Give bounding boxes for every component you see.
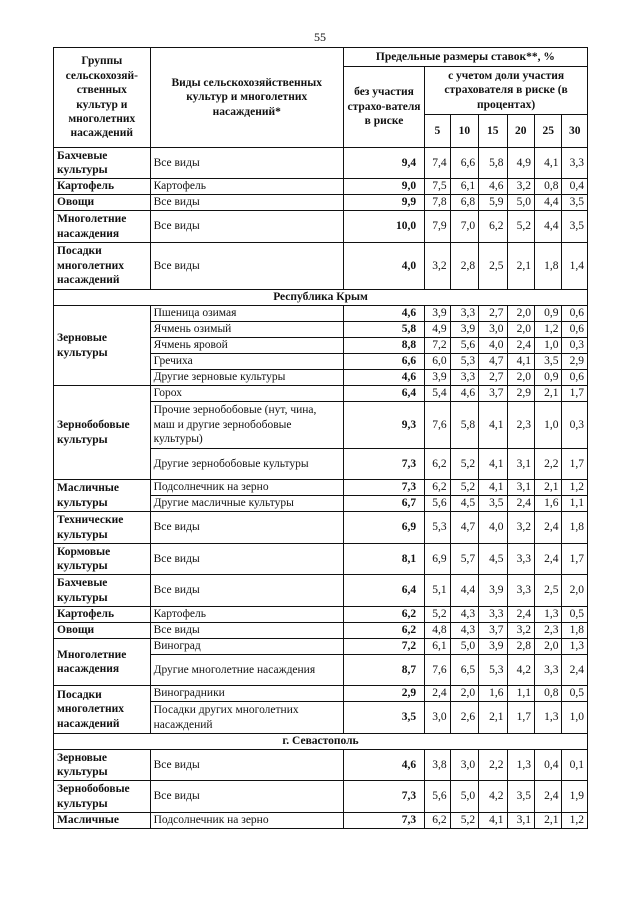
rate-cell: 7,2 xyxy=(425,338,450,354)
base-rate-cell: 6,4 xyxy=(343,386,424,402)
crop-cell: Все виды xyxy=(150,781,343,813)
table-row xyxy=(54,781,588,813)
rate-cell: 6,2 xyxy=(425,449,450,480)
table-row xyxy=(54,750,588,781)
rate-cell: 2,0 xyxy=(507,370,534,386)
rate-cell: 4,8 xyxy=(425,623,450,639)
rate-cell: 3,5 xyxy=(534,354,561,370)
rate-cell: 2,1 xyxy=(534,480,561,496)
rate-cell: 3,3 xyxy=(479,607,507,623)
rate-cell: 3,3 xyxy=(507,544,534,575)
rate-cell: 2,0 xyxy=(507,322,534,338)
base-rate-cell: 8,7 xyxy=(343,655,424,686)
group-cell: Многолетние насаждения xyxy=(54,639,151,686)
rate-cell: 7,4 xyxy=(425,148,450,179)
rate-cell: 4,5 xyxy=(450,496,478,512)
crop-cell: Горох xyxy=(150,386,343,402)
rate-cell: 1,7 xyxy=(562,386,588,402)
group-cell: Многолетние насаждения xyxy=(54,211,151,243)
rate-cell: 3,5 xyxy=(507,781,534,813)
rate-cell: 3,2 xyxy=(507,512,534,544)
rate-cell: 6,9 xyxy=(425,544,450,575)
base-rate-cell: 7,3 xyxy=(343,449,424,480)
rate-cell: 4,0 xyxy=(479,338,507,354)
base-rate-cell: 6,2 xyxy=(343,623,424,639)
crop-cell: Посадки других многолетних насаждений xyxy=(150,702,343,734)
rate-cell: 2,4 xyxy=(562,655,588,686)
group-cell: Зерновые культуры xyxy=(54,306,151,386)
table-row xyxy=(54,179,588,195)
rate-cell: 3,9 xyxy=(479,639,507,655)
crop-cell: Пшеница озимая xyxy=(150,306,343,322)
region-row xyxy=(54,290,588,306)
base-rate-cell: 6,4 xyxy=(343,575,424,607)
rate-cell: 3,3 xyxy=(562,148,588,179)
rate-cell: 1,2 xyxy=(562,480,588,496)
base-rate-cell: 6,7 xyxy=(343,496,424,512)
rate-cell: 4,9 xyxy=(507,148,534,179)
table-row xyxy=(54,686,588,702)
rate-cell: 3,9 xyxy=(425,306,450,322)
crop-cell: Все виды xyxy=(150,750,343,781)
base-rate-cell: 8,1 xyxy=(343,544,424,575)
group-cell: Бахчевые культуры xyxy=(54,148,151,179)
base-rate-cell: 8,8 xyxy=(343,338,424,354)
rate-cell: 2,4 xyxy=(534,512,561,544)
crop-cell: Все виды xyxy=(150,544,343,575)
group-cell: Бахчевые культуры xyxy=(54,575,151,607)
crop-cell: Подсолнечник на зерно xyxy=(150,480,343,496)
rate-cell: 4,6 xyxy=(479,179,507,195)
rate-cell: 2,4 xyxy=(507,496,534,512)
rate-cell: 5,6 xyxy=(425,781,450,813)
group-cell: Овощи xyxy=(54,195,151,211)
rate-cell: 5,2 xyxy=(450,449,478,480)
rate-cell: 1,7 xyxy=(562,544,588,575)
crop-cell: Виноград xyxy=(150,639,343,655)
rate-cell: 6,2 xyxy=(425,813,450,829)
crop-cell: Гречиха xyxy=(150,354,343,370)
rate-cell: 2,1 xyxy=(534,813,561,829)
rate-cell: 7,6 xyxy=(425,655,450,686)
rate-cell: 2,1 xyxy=(479,702,507,734)
header-pct: 25 xyxy=(534,115,561,148)
rate-cell: 0,4 xyxy=(562,179,588,195)
rate-cell: 1,3 xyxy=(507,750,534,781)
rate-cell: 6,1 xyxy=(425,639,450,655)
rate-cell: 5,9 xyxy=(479,195,507,211)
rate-cell: 3,3 xyxy=(507,575,534,607)
rate-cell: 3,2 xyxy=(425,243,450,290)
crop-cell: Ячмень яровой xyxy=(150,338,343,354)
rate-cell: 4,9 xyxy=(425,322,450,338)
rate-cell: 1,0 xyxy=(534,402,561,449)
base-rate-cell: 5,8 xyxy=(343,322,424,338)
rate-cell: 3,9 xyxy=(425,370,450,386)
crop-cell: Другие многолетние насаждения xyxy=(150,655,343,686)
rate-cell: 5,2 xyxy=(425,607,450,623)
rate-cell: 0,4 xyxy=(534,750,561,781)
rate-cell: 4,1 xyxy=(479,813,507,829)
rate-cell: 4,1 xyxy=(479,402,507,449)
table-header xyxy=(54,48,588,148)
crop-cell: Другие масличные культуры xyxy=(150,496,343,512)
table-row xyxy=(54,211,588,243)
rate-cell: 3,2 xyxy=(507,623,534,639)
rate-cell: 2,7 xyxy=(479,370,507,386)
rate-cell: 4,4 xyxy=(450,575,478,607)
crop-cell: Все виды xyxy=(150,575,343,607)
rate-cell: 5,4 xyxy=(425,386,450,402)
rate-cell: 4,6 xyxy=(450,386,478,402)
rate-cell: 5,2 xyxy=(507,211,534,243)
rate-cell: 3,9 xyxy=(450,322,478,338)
rate-cell: 4,1 xyxy=(479,449,507,480)
rate-cell: 1,3 xyxy=(562,639,588,655)
rate-cell: 7,8 xyxy=(425,195,450,211)
page-number: 55 xyxy=(314,30,326,44)
base-rate-cell: 10,0 xyxy=(343,211,424,243)
rate-cell: 1,0 xyxy=(534,338,561,354)
rate-cell: 0,5 xyxy=(562,686,588,702)
rate-cell: 5,2 xyxy=(450,480,478,496)
rate-cell: 4,7 xyxy=(450,512,478,544)
rate-cell: 2,1 xyxy=(507,243,534,290)
group-cell: Овощи xyxy=(54,623,151,639)
rate-cell: 2,9 xyxy=(562,354,588,370)
rate-cell: 3,0 xyxy=(450,750,478,781)
group-cell: Зерновые культуры xyxy=(54,750,151,781)
rate-cell: 5,6 xyxy=(450,338,478,354)
rate-cell: 6,6 xyxy=(450,148,478,179)
base-rate-cell: 7,2 xyxy=(343,639,424,655)
rate-cell: 1,7 xyxy=(562,449,588,480)
crop-cell: Ячмень озимый xyxy=(150,322,343,338)
rate-cell: 2,6 xyxy=(450,702,478,734)
table-row xyxy=(54,544,588,575)
rate-cell: 2,8 xyxy=(507,639,534,655)
rate-cell: 2,3 xyxy=(534,623,561,639)
rate-cell: 1,9 xyxy=(562,781,588,813)
rate-cell: 3,7 xyxy=(479,623,507,639)
crop-cell: Все виды xyxy=(150,148,343,179)
rate-cell: 6,2 xyxy=(479,211,507,243)
rate-cell: 4,1 xyxy=(479,480,507,496)
rate-cell: 0,1 xyxy=(562,750,588,781)
base-rate-cell: 9,0 xyxy=(343,179,424,195)
rate-cell: 1,6 xyxy=(534,496,561,512)
group-cell: Масличные xyxy=(54,813,151,829)
base-rate-cell: 6,6 xyxy=(343,354,424,370)
group-cell: Картофель xyxy=(54,607,151,623)
rate-cell: 3,2 xyxy=(507,179,534,195)
table-row xyxy=(54,243,588,290)
rate-cell: 5,1 xyxy=(425,575,450,607)
rate-cell: 1,8 xyxy=(562,512,588,544)
rate-cell: 3,5 xyxy=(562,195,588,211)
rate-cell: 1,2 xyxy=(562,813,588,829)
rate-cell: 3,7 xyxy=(479,386,507,402)
base-rate-cell: 2,9 xyxy=(343,686,424,702)
base-rate-cell: 7,3 xyxy=(343,813,424,829)
rate-cell: 2,7 xyxy=(479,306,507,322)
crop-cell: Виноградники xyxy=(150,686,343,702)
rate-cell: 7,9 xyxy=(425,211,450,243)
rate-cell: 7,0 xyxy=(450,211,478,243)
crop-cell: Другие зернобобовые культуры xyxy=(150,449,343,480)
rate-cell: 2,0 xyxy=(450,686,478,702)
rate-cell: 1,1 xyxy=(507,686,534,702)
group-cell: Масличные культуры xyxy=(54,480,151,512)
rate-cell: 5,8 xyxy=(479,148,507,179)
table-row xyxy=(54,623,588,639)
rate-cell: 1,3 xyxy=(534,702,561,734)
group-cell: Картофель xyxy=(54,179,151,195)
table-row xyxy=(54,813,588,829)
rate-cell: 2,9 xyxy=(507,386,534,402)
base-rate-cell: 6,9 xyxy=(343,512,424,544)
region-heading: Республика Крым xyxy=(54,290,588,306)
rate-cell: 1,6 xyxy=(479,686,507,702)
rate-cell: 4,0 xyxy=(479,512,507,544)
crop-cell: Подсолнечник на зерно xyxy=(150,813,343,829)
rate-cell: 0,3 xyxy=(562,402,588,449)
crop-cell: Картофель xyxy=(150,607,343,623)
group-cell: Зернобобовые культуры xyxy=(54,386,151,480)
rate-cell: 5,2 xyxy=(450,813,478,829)
rate-cell: 2,4 xyxy=(534,781,561,813)
rate-cell: 0,3 xyxy=(562,338,588,354)
table-body xyxy=(54,148,588,829)
base-rate-cell: 9,4 xyxy=(343,148,424,179)
rate-cell: 2,5 xyxy=(534,575,561,607)
rate-cell: 2,8 xyxy=(450,243,478,290)
table-row xyxy=(54,607,588,623)
header-limits: Предельные размеры ставок**, % xyxy=(343,48,587,67)
rate-cell: 5,6 xyxy=(425,496,450,512)
group-cell: Кормовые культуры xyxy=(54,544,151,575)
rate-cell: 5,0 xyxy=(450,781,478,813)
rate-cell: 2,3 xyxy=(507,402,534,449)
rate-cell: 4,1 xyxy=(534,148,561,179)
region-row xyxy=(54,734,588,750)
rate-cell: 3,1 xyxy=(507,480,534,496)
base-rate-cell: 9,3 xyxy=(343,402,424,449)
rate-cell: 1,2 xyxy=(534,322,561,338)
rate-cell: 4,4 xyxy=(534,211,561,243)
group-cell: Технические культуры xyxy=(54,512,151,544)
crop-cell: Другие зерновые культуры xyxy=(150,370,343,386)
rate-cell: 1,4 xyxy=(562,243,588,290)
rate-cell: 1,7 xyxy=(507,702,534,734)
base-rate-cell: 7,3 xyxy=(343,480,424,496)
rate-cell: 0,8 xyxy=(534,686,561,702)
rate-cell: 5,3 xyxy=(450,354,478,370)
rate-cell: 2,5 xyxy=(479,243,507,290)
crop-cell: Все виды xyxy=(150,512,343,544)
base-rate-cell: 4,6 xyxy=(343,750,424,781)
rate-cell: 1,8 xyxy=(534,243,561,290)
rate-cell: 3,1 xyxy=(507,449,534,480)
rate-cell: 4,4 xyxy=(534,195,561,211)
rate-cell: 6,0 xyxy=(425,354,450,370)
table-row xyxy=(54,575,588,607)
rate-cell: 7,6 xyxy=(425,402,450,449)
rate-cell: 2,0 xyxy=(534,639,561,655)
rate-cell: 6,5 xyxy=(450,655,478,686)
table-row xyxy=(54,195,588,211)
rate-cell: 2,4 xyxy=(507,338,534,354)
rate-cell: 2,0 xyxy=(562,575,588,607)
rate-cell: 3,8 xyxy=(425,750,450,781)
base-rate-cell: 3,5 xyxy=(343,702,424,734)
rate-cell: 4,3 xyxy=(450,623,478,639)
rate-cell: 5,7 xyxy=(450,544,478,575)
base-rate-cell: 4,0 xyxy=(343,243,424,290)
base-rate-cell: 9,9 xyxy=(343,195,424,211)
rate-cell: 0,8 xyxy=(534,179,561,195)
rate-cell: 6,8 xyxy=(450,195,478,211)
rate-cell: 6,1 xyxy=(450,179,478,195)
rate-cell: 4,7 xyxy=(479,354,507,370)
crop-cell: Все виды xyxy=(150,243,343,290)
header-pct: 30 xyxy=(562,115,588,148)
rate-cell: 2,0 xyxy=(507,306,534,322)
rate-cell: 3,5 xyxy=(562,211,588,243)
rate-cell: 1,8 xyxy=(562,623,588,639)
base-rate-cell: 4,6 xyxy=(343,370,424,386)
group-cell: Посадки многолетних насаждений xyxy=(54,686,151,734)
rate-cell: 3,5 xyxy=(479,496,507,512)
rate-cell: 0,9 xyxy=(534,306,561,322)
table-row xyxy=(54,386,588,402)
crop-cell: Все виды xyxy=(150,211,343,243)
group-cell: Посадки многолетних насаждений xyxy=(54,243,151,290)
rate-cell: 2,2 xyxy=(534,449,561,480)
rate-cell: 0,6 xyxy=(562,370,588,386)
insurance-rates-table xyxy=(53,47,588,829)
rate-cell: 3,3 xyxy=(450,370,478,386)
rate-cell: 2,1 xyxy=(534,386,561,402)
rate-cell: 2,4 xyxy=(534,544,561,575)
rate-cell: 3,0 xyxy=(479,322,507,338)
header-without-share: без участия страхо-вателя в риске xyxy=(343,67,424,148)
rate-cell: 6,2 xyxy=(425,480,450,496)
header-pct: 5 xyxy=(425,115,450,148)
table-row xyxy=(54,639,588,655)
table-row xyxy=(54,306,588,322)
rate-cell: 2,4 xyxy=(425,686,450,702)
rate-cell: 5,3 xyxy=(425,512,450,544)
header-pct: 10 xyxy=(450,115,478,148)
rate-cell: 5,8 xyxy=(450,402,478,449)
rate-cell: 0,9 xyxy=(534,370,561,386)
rate-cell: 5,0 xyxy=(450,639,478,655)
region-heading: г. Севастополь xyxy=(54,734,588,750)
header-pct: 20 xyxy=(507,115,534,148)
rate-cell: 0,6 xyxy=(562,306,588,322)
crop-cell: Прочие зернобобовые (нут, чина, маш и другие зернобобовые культуры) xyxy=(150,402,343,449)
rate-cell: 1,3 xyxy=(534,607,561,623)
rate-cell: 3,3 xyxy=(534,655,561,686)
rate-cell: 4,2 xyxy=(479,781,507,813)
crop-cell: Все виды xyxy=(150,195,343,211)
rate-cell: 5,3 xyxy=(479,655,507,686)
base-rate-cell: 4,6 xyxy=(343,306,424,322)
rate-cell: 3,1 xyxy=(507,813,534,829)
table-row xyxy=(54,148,588,179)
rate-cell: 0,6 xyxy=(562,322,588,338)
header-with-share: с учетом доли участия страхователя в риске (в процентах) xyxy=(425,67,588,115)
rate-cell: 3,3 xyxy=(450,306,478,322)
header-pct: 15 xyxy=(479,115,507,148)
rate-cell: 4,3 xyxy=(450,607,478,623)
header-crop: Виды сельскохозяйственных культур и многолетних насаждений* xyxy=(150,48,343,148)
rate-cell: 5,0 xyxy=(507,195,534,211)
rate-cell: 1,0 xyxy=(562,702,588,734)
group-cell: Зернобобовые культуры xyxy=(54,781,151,813)
base-rate-cell: 7,3 xyxy=(343,781,424,813)
rate-cell: 4,1 xyxy=(507,354,534,370)
rate-cell: 2,2 xyxy=(479,750,507,781)
base-rate-cell: 6,2 xyxy=(343,607,424,623)
rate-cell: 0,5 xyxy=(562,607,588,623)
rate-cell: 1,1 xyxy=(562,496,588,512)
crop-cell: Картофель xyxy=(150,179,343,195)
table-row xyxy=(54,480,588,496)
crop-cell: Все виды xyxy=(150,623,343,639)
rate-cell: 7,5 xyxy=(425,179,450,195)
rate-cell: 4,5 xyxy=(479,544,507,575)
rate-cell: 2,4 xyxy=(507,607,534,623)
table-row xyxy=(54,512,588,544)
header-group: Группы сельскохозяй-ственных культур и многолетних насаждений xyxy=(54,48,151,148)
rate-cell: 4,2 xyxy=(507,655,534,686)
rate-cell: 3,0 xyxy=(425,702,450,734)
rate-cell: 3,9 xyxy=(479,575,507,607)
